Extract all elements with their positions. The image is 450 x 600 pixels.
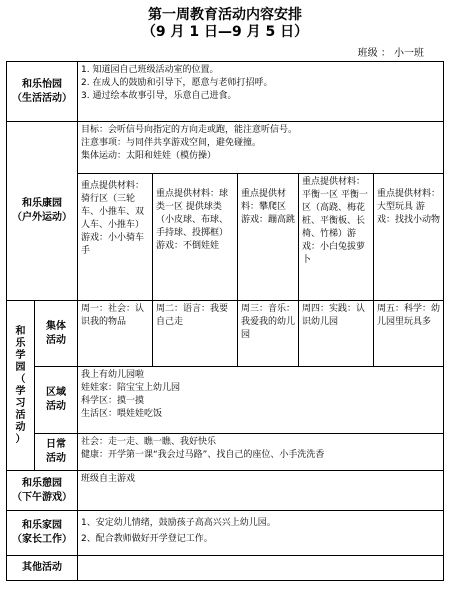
outdoor-zone: 重点提供材料：平衡一区 平衡一区（高跷、梅花桩、平衡板、长椅、竹梯）游戏：小白兔拔萝卜 (299, 174, 374, 301)
row-other (7, 556, 444, 581)
group-activity-label: 集体 活动 (35, 301, 78, 367)
area-item: 生活区：喂娃娃吃饭 (81, 409, 163, 419)
family-content (78, 511, 444, 556)
daily-activity-label: 日常 活动 (35, 434, 78, 471)
day-activity: 周三：音乐：我爱我的幼儿园 (238, 301, 299, 367)
learning-label: 和 乐 学 园 （ 学 习 活 动 ） (7, 301, 35, 471)
family-label: 和乐家园 （家长工作） (7, 511, 78, 556)
outdoor-goal: 目标：会听信号向指定的方向走或跑，能注意听信号。 (81, 125, 298, 135)
outdoor-zone: 重点提供材料：球类一区 提供球类（小皮球、布球、手持球、投掷框）游戏：不倒娃娃 (153, 174, 238, 301)
day-activity: 周一：社会：认识我的物品 (78, 301, 153, 367)
family-item: 2、配合教师做好开学登记工作。 (81, 534, 213, 544)
outdoor-zone: 重点提供材料：大型玩具 游戏：找找小动物 (374, 174, 444, 301)
row-learning-group (7, 301, 444, 367)
day-activity: 周二：语言：我要自己走 (153, 301, 238, 367)
daily-activity-content (78, 434, 444, 471)
outdoor-label: 和乐康园 （户外运动） (7, 122, 78, 301)
class-label: 班级 ： 小一班 (357, 48, 424, 59)
other-label: 其他活动 (7, 556, 78, 581)
row-learning-daily (7, 434, 444, 471)
area-item: 我上有幼儿园啦 (81, 370, 145, 380)
family-item: 1、安定幼儿情绪，鼓励孩子高高兴兴上幼儿园。 (81, 518, 276, 528)
row-life (7, 62, 444, 122)
life-item: 1. 知道园自己班级活动室的位置。 (81, 65, 219, 75)
row-learning-area (7, 367, 444, 434)
row-outdoor-info (7, 122, 444, 174)
outdoor-group: 集体运动：太阳和娃娃（模仿操） (81, 151, 217, 161)
date-range: （9 月 1 日—9 月 5 日） (141, 24, 309, 40)
afternoon-content: 班级自主游戏 (78, 471, 444, 511)
day-activity: 周五：科学：幼儿园里玩具多 (374, 301, 444, 367)
daily-item: 社会：走一走、瞧一瞧、我好快乐 (81, 437, 217, 447)
life-item: 2. 在成人的鼓励和引导下，愿意与老师打招呼。 (81, 78, 273, 88)
area-item: 科学区：摸一摸 (81, 396, 145, 406)
other-content (78, 556, 444, 581)
row-afternoon (7, 471, 444, 511)
outdoor-notice: 注意事项：与同伴共享游戏空间，避免碰撞。 (81, 138, 262, 148)
life-item: 3. 通过绘本故事引导，乐意自己进食。 (81, 91, 237, 101)
page-title: 第一周教育活动内容安排 (148, 7, 302, 23)
life-label: 和乐怡园 （生活活动） (7, 62, 78, 122)
area-activity-content (78, 367, 444, 434)
day-activity: 周四：实践：认识幼儿园 (299, 301, 374, 367)
life-content (78, 62, 444, 122)
schedule-table (6, 61, 444, 581)
outdoor-zone: 重点提供材料：攀爬区 游戏：蹦高跳 (238, 174, 299, 301)
area-activity-label: 区域 活动 (35, 367, 78, 434)
row-family (7, 511, 444, 556)
daily-item: 健康：开学第一课“我会过马路”、找自己的座位、小手洗洗香 (81, 450, 325, 460)
afternoon-label: 和乐憩园 （下午游戏） (7, 471, 78, 511)
area-item: 娃娃家：陪宝宝上幼儿园 (81, 383, 181, 393)
outdoor-zone: 重点提供材料：骑行区（三轮车、小推车、双人车、小推车）游戏：小小骑车手 (78, 174, 153, 301)
outdoor-info (78, 122, 444, 174)
